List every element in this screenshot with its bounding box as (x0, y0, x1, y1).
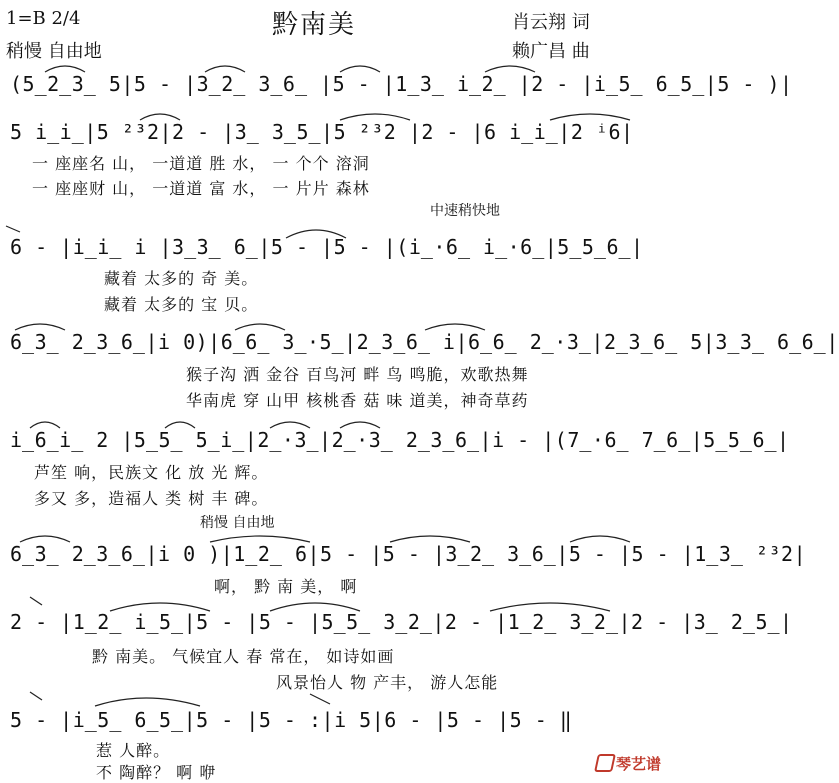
notation-line: (5̲2̲3̲ 5|5 - |3̲2̲ 3̲6̲ |5 - |1̲3̲ i̲2̲ |2 - |i̲5̲ 6̲5̲|5 - )| (10, 72, 793, 96)
tempo-marking: 中速稍快地 (430, 203, 500, 219)
slur-marks (10, 690, 650, 708)
lyric-verse-2: 风景怡人 物 产丰， 游人怎能 (276, 673, 499, 692)
lyric-verse-2: 多又 多，造福人 类 树 丰 碑。 (34, 489, 269, 508)
notation-line: 5 - |i̲5̲ 6̲5̲|5 - |5 - :|i 5|6 - |5 - |5 - ‖ (10, 708, 573, 732)
tempo-marking: 稍慢 自由地 (6, 41, 102, 62)
lyric-verse-1: 芦笙 响，民族文 化 放 光 辉。 (34, 463, 269, 482)
notation-line: 2 - |1̲2̲ i̲5̲|5 - |5 - |5̲5̲ 3̲2̲|2 - |1̲2̲ 3̲2̲|2 - |3̲ 2̲5̲| (10, 610, 793, 634)
key-signature-meter: 1=B 2/4 (6, 8, 81, 29)
notation-line: 5 i̲i̲|5 ²³2|2 - |3̲ 3̲5̲|5 ²³2 |2 - |6 i̲i̲|2 ⁱ6| (10, 120, 634, 144)
lyric-verse-1: 啊， 黔 南 美， 啊 (214, 577, 358, 596)
lyric-verse-2: 不 陶醉？ 啊 咿 (96, 763, 217, 782)
lyric-verse-1: 一 座座名 山， 一道道 胜 水， 一 个个 溶洞 (32, 154, 370, 173)
lyric-verse-1: 惹 人醉。 (96, 741, 171, 760)
lyric-verse-2: 华南虎 穿 山甲 核桃香 菇 味 道美，神奇草药 (186, 391, 529, 410)
song-title: 黔南美 (272, 10, 357, 40)
watermark-text: 琴艺谱 (616, 755, 662, 773)
qinyipu-logo-icon (594, 754, 616, 772)
composer-credit: 赖广昌 曲 (512, 41, 590, 62)
notation-line: i̲6̲i̲ 2 |5̲5̲ 5̲i̲|2̲·3̲|2̲·3̲ 2̲3̲6̲|i - |(7̲·6̲ 7̲6̲|5̲5̲6̲| (10, 428, 790, 452)
lyric-verse-2: 藏着 太多的 宝 贝。 (104, 295, 259, 314)
lyric-verse-1: 藏着 太多的 奇 美。 (104, 269, 259, 288)
lyricist-credit: 肖云翔 词 (512, 12, 590, 33)
lyric-verse-2: 一 座座财 山， 一道道 富 水， 一 片片 森林 (32, 179, 370, 198)
lyric-verse-1: 黔 南美。 气候宜人 春 常在， 如诗如画 (92, 647, 395, 666)
notation-line: 6 - |i̲i̲ i |3̲3̲ 6̲|5 - |5 - |(i̲·6̲ i̲·6̲|5̲5̲6̲| (10, 235, 644, 259)
lyric-verse-1: 猴子沟 洒 金谷 百鸟河 畔 鸟 鸣脆，欢歌热舞 (186, 365, 529, 384)
tempo-marking: 稍慢 自由地 (200, 515, 275, 531)
notation-line: 6̲3̲ 2̲3̲6̲|i 0)|6̲6̲ 3̲·5̲|2̲3̲6̲ i|6̲6̲ 2̲·3̲|2̲3̲6̲ 5|3̲3̲ 6̲6̲| (10, 330, 839, 354)
notation-line: 6̲3̲ 2̲3̲6̲|i 0 )|1̲2̲ 6|5 - |5 - |3̲2̲ 3̲6̲|5 - |5 - |1̲3̲ ²³2| (10, 542, 807, 566)
